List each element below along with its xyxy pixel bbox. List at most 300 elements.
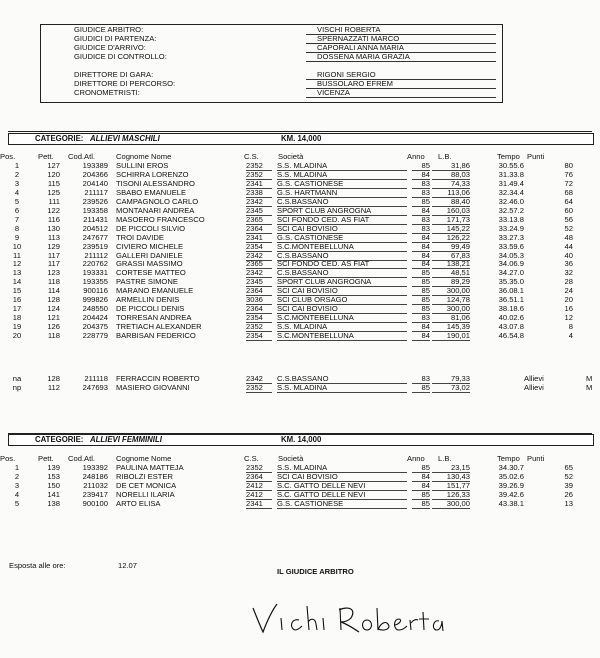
cell-cs: 2364: [246, 304, 272, 314]
cell-tempo: 33.24.9: [498, 223, 524, 233]
table-row: [0, 286, 600, 295]
cell-pett: 150: [47, 480, 60, 490]
table-row: [0, 383, 600, 392]
cell-name: MASOERO FRANCESCO: [116, 214, 205, 224]
cell-name: SULLINI EROS: [116, 161, 169, 170]
cell-name: GALLERI DANIELE: [116, 250, 183, 260]
cell-cs: 2354: [246, 313, 272, 323]
cell-pett: 111: [48, 196, 60, 206]
header-cs: C.S.: [244, 152, 259, 161]
cell-anno: 84: [412, 206, 430, 216]
cell-pos: 5: [14, 498, 20, 508]
cell-punti: 56: [564, 214, 573, 224]
cell-pett: 139: [47, 463, 60, 472]
cell-name: ARMELLIN DENIS: [116, 295, 180, 305]
cell-cs: 2342: [246, 268, 272, 278]
cell-anno: 85: [412, 295, 430, 305]
cell-cs: 2341: [246, 499, 272, 509]
cell-anno: 83: [412, 224, 430, 234]
cell-pos: 10: [12, 241, 22, 251]
cell-punti: 39: [564, 480, 573, 490]
cell-cs: 2365: [246, 215, 272, 225]
cell-pett: 113: [47, 232, 60, 242]
cell-soc: S.S. MLADINA: [277, 322, 407, 332]
cell-cod: 248186: [82, 471, 108, 481]
cell-anno: 85: [412, 277, 430, 287]
cell-lb: 81,06: [432, 313, 470, 323]
cell-lb: 126,22: [432, 233, 470, 243]
table-row: [0, 463, 600, 472]
cell-cs: 2352: [246, 383, 272, 393]
cell-pett: 122: [47, 205, 60, 215]
cell-cs: 2352: [246, 463, 272, 473]
cell-name: MARANO EMANUELE: [116, 286, 194, 296]
cell-pett: 124: [47, 304, 60, 314]
cell-lb: 79,33: [432, 374, 470, 384]
cell-cs: 2354: [246, 331, 272, 341]
cell-pos: 19: [12, 322, 22, 332]
cell-soc: SCI CAI BOVISIO: [277, 304, 407, 314]
official-value: SPERNAZZATI MARCO: [317, 34, 400, 43]
cell-tempo: 36.51.1: [498, 295, 524, 305]
cell-name: TROI DAVIDE: [116, 232, 164, 242]
cell-punti: 48: [564, 232, 573, 242]
cell-name: DE PICCOLI SILVIO: [116, 223, 186, 233]
cell-cs: 2352: [246, 322, 272, 332]
cell-soc: SCI FONDO CED. AS FIAT: [277, 259, 407, 269]
cell-tempo: 33.27.3: [498, 232, 524, 242]
cell-punti: 24: [564, 286, 573, 296]
cell-soc: G.S. HARTMANN: [277, 188, 407, 198]
cell-anno: 85: [412, 304, 430, 314]
header-pett: Pett.: [38, 454, 54, 463]
cell-pett: 127: [47, 161, 60, 170]
cell-cs: 3036: [246, 295, 272, 305]
cell-cs: 2345: [246, 206, 272, 216]
cell-anno: 83: [412, 215, 430, 225]
cell-lb: 145,39: [432, 322, 470, 332]
cell-soc: C.S.BASSANO: [277, 374, 407, 384]
category-km: KM. 14,000: [281, 134, 322, 143]
header-tempo: Tempo: [497, 152, 520, 161]
cell-punti: 68: [564, 187, 573, 197]
cell-pett: 118: [47, 331, 60, 341]
cell-pos: 11: [13, 250, 21, 260]
cell-code: Allievi: [524, 374, 544, 383]
cell-name: TORRESAN ANDREA: [116, 313, 192, 323]
official-value: CAPORALI ANNA MARIA: [317, 43, 404, 52]
official-label: CRONOMETRISTI:: [74, 88, 140, 97]
cell-tempo: 35.35.0: [498, 277, 524, 287]
cell-punti: 32: [564, 268, 573, 278]
table-row: [0, 322, 600, 331]
cell-letter: M: [586, 374, 593, 383]
cell-tempo: 35.02.6: [498, 471, 524, 481]
table-row: [0, 197, 600, 206]
cell-cs: 2364: [246, 286, 272, 296]
cell-soc: SCI CAI BOVISIO: [277, 472, 407, 482]
cell-punti: 65: [564, 463, 573, 472]
cell-soc: SCI CAI BOVISIO: [277, 224, 407, 234]
cell-anno: 83: [412, 313, 430, 323]
cell-soc: C.S.BASSANO: [277, 268, 407, 278]
cell-cod: 204375: [82, 322, 108, 332]
cell-cs: 2412: [246, 481, 272, 491]
cell-lb: 160,03: [432, 206, 470, 216]
cell-name: CORTESE MATTEO: [116, 268, 186, 278]
cell-punti: 26: [564, 489, 573, 499]
cell-name: CAMPAGNOLO CARLO: [116, 196, 199, 206]
table-row: [0, 374, 600, 383]
cell-soc: S.C.MONTEBELLUNA: [277, 242, 407, 252]
table-row: [0, 251, 600, 260]
cell-pett: 129: [47, 241, 60, 251]
cell-tempo: 34.05.3: [498, 250, 524, 260]
cell-cod: 204512: [82, 223, 108, 233]
cell-name: MONTANARI ANDREA: [116, 205, 195, 215]
official-label: DIRETTORE DI GARA:: [74, 70, 154, 79]
cell-cod: 204424: [82, 313, 108, 323]
cell-name: DE CET MONICA: [116, 480, 177, 490]
official-value: VISCHI ROBERTA: [317, 25, 381, 34]
cell-punti: 52: [564, 471, 573, 481]
header-soc: Società: [278, 152, 304, 161]
cell-soc: G.S. CASTIONESE: [277, 179, 407, 189]
cell-pett: 141: [47, 489, 60, 499]
cell-cod: 239519: [82, 241, 108, 251]
cell-tempo: 33.13.8: [498, 214, 524, 224]
cell-tempo: 33.59.6: [498, 241, 524, 251]
cell-pos: 1: [14, 161, 20, 170]
cell-tempo: 34.06.9: [498, 259, 524, 269]
cell-pett: 114: [47, 286, 60, 296]
cell-name: SCHIRRA LORENZO: [116, 169, 189, 179]
cell-cs: 2345: [246, 277, 272, 287]
official-label: GIUDICE DI CONTROLLO:: [74, 52, 167, 61]
category-bar-allievi-femminili: [8, 434, 594, 446]
cell-pos: np: [12, 383, 22, 392]
table-row: [0, 161, 600, 170]
cell-punti: 16: [564, 304, 573, 314]
cell-pett: 153: [47, 471, 60, 481]
cell-cod: 247677: [82, 232, 108, 242]
cell-anno: 84: [412, 251, 430, 261]
table-row: [0, 499, 600, 508]
table-row: [0, 472, 600, 481]
cell-pos: 14: [12, 277, 22, 287]
table-row: [0, 277, 600, 286]
cell-lb: 48,51: [432, 268, 470, 278]
header-name: Cognome Nome: [116, 454, 172, 463]
cell-cs: 2342: [246, 197, 272, 207]
cell-lb: 74,33: [432, 179, 470, 189]
official-value: DOSSENA MARIA GRAZIA: [317, 52, 410, 61]
cell-cod: 220762: [82, 259, 108, 269]
cell-punti: 20: [564, 295, 573, 305]
cell-tempo: 34.27.0: [498, 268, 524, 278]
cell-punti: 12: [564, 313, 573, 323]
cell-pett: 138: [47, 498, 60, 508]
cell-cs: 2364: [246, 472, 272, 482]
header-cod: Cod.Atl.: [68, 454, 96, 463]
cell-pos: 13: [12, 268, 22, 278]
cell-cs: 2365: [246, 259, 272, 269]
table-row: [0, 170, 600, 179]
cell-pos: 17: [12, 304, 22, 314]
cell-punti: 28: [564, 277, 573, 287]
cell-soc: S.C. GATTO DELLE NEVI: [277, 481, 407, 491]
cell-pos: 18: [12, 313, 22, 323]
cell-cs: 2342: [246, 374, 272, 384]
cell-anno: 84: [412, 481, 430, 491]
cell-lb: 130,43: [432, 472, 470, 482]
cell-anno: 85: [412, 499, 430, 509]
cell-anno: 85: [412, 161, 430, 171]
cell-name: ARTO ELISA: [116, 498, 161, 508]
cell-soc: C.S.BASSANO: [277, 197, 407, 207]
official-value: BUSSOLARO EFREM: [317, 79, 393, 88]
table-row: [0, 215, 600, 224]
cell-lb: 300,00: [432, 304, 470, 314]
table-row: [0, 206, 600, 215]
cell-name: PASTRE SIMONE: [116, 277, 178, 287]
cell-cod: 228779: [82, 331, 108, 341]
esposta-label: Esposta alle ore:: [9, 561, 66, 570]
cell-lb: 99,49: [432, 242, 470, 252]
table-row: [0, 490, 600, 499]
cell-lb: 88,03: [432, 170, 470, 180]
cell-punti: 64: [564, 196, 573, 206]
header-pos: Pos.: [0, 454, 16, 463]
category-name: ALLIEVI MASCHILI: [90, 134, 160, 143]
cell-name: DE PICCOLI DENIS: [116, 304, 185, 314]
cell-pett: 120: [47, 169, 60, 179]
cell-name: BARBISAN FEDERICO: [116, 331, 196, 341]
official-label: GIUDICI DI PARTENZA:: [74, 34, 157, 43]
cell-soc: S.S. MLADINA: [277, 170, 407, 180]
cell-name: MASIERO GIOVANNI: [116, 383, 190, 392]
cell-lb: 171,73: [432, 215, 470, 225]
cell-pos: 20: [12, 331, 22, 341]
header-anno: Anno: [407, 152, 425, 161]
cell-soc: SPORT CLUB ANGROGNA: [277, 206, 407, 216]
cell-anno: 85: [412, 268, 430, 278]
cell-name: TRETIACH ALEXANDER: [116, 322, 202, 332]
cell-pett: 117: [47, 250, 60, 260]
cell-pos: na: [12, 374, 22, 383]
cell-tempo: 34.30.7: [498, 463, 524, 472]
table-row: [0, 331, 600, 340]
table-row: [0, 313, 600, 322]
official-label: DIRETTORE DI PERCORSO:: [74, 79, 176, 88]
cell-punti: 72: [564, 178, 573, 188]
cell-code: Allievi: [524, 383, 544, 392]
cell-anno: 85: [412, 463, 430, 473]
cell-soc: S.S. MLADINA: [277, 463, 407, 473]
table-row: [0, 233, 600, 242]
cell-tempo: 32.57.2: [498, 205, 524, 215]
official-underline: [306, 97, 496, 98]
cell-punti: 44: [564, 241, 573, 251]
cell-soc: S.S. MLADINA: [277, 161, 407, 171]
cell-tempo: 31.33.8: [498, 169, 524, 179]
cell-anno: 84: [412, 472, 430, 482]
cell-anno: 83: [412, 179, 430, 189]
cell-tempo: 32.46.0: [498, 196, 524, 206]
cell-cod: 239526: [82, 196, 108, 206]
cell-pett: 115: [47, 178, 60, 188]
cell-tempo: 36.08.1: [498, 286, 524, 296]
cell-cs: 2342: [246, 251, 272, 261]
cell-pos: 9: [14, 232, 20, 242]
cell-cs: 2341: [246, 233, 272, 243]
cell-lb: 89,29: [432, 277, 470, 287]
cell-anno: 83: [412, 188, 430, 198]
category-label: CATEGORIE:: [35, 134, 84, 143]
cell-tempo: 43.38.1: [498, 498, 524, 508]
cell-cod: 211112: [84, 250, 108, 260]
cell-cs: 2352: [246, 161, 272, 171]
cell-lb: 138,21: [432, 259, 470, 269]
cell-punti: 52: [564, 223, 573, 233]
official-label: GIUDICE D'ARRIVO:: [74, 43, 146, 52]
official-label: GIUDICE ARBITRO:: [74, 25, 144, 34]
cell-soc: SPORT CLUB ANGROGNA: [277, 277, 407, 287]
cell-pos: 12: [12, 259, 22, 269]
cell-lb: 145,22: [432, 224, 470, 234]
header-cod: Cod.Atl.: [68, 152, 96, 161]
cell-cod: 248550: [82, 304, 108, 314]
official-value: VICENZA: [317, 88, 350, 97]
cell-anno: 84: [412, 233, 430, 243]
cell-cs: 2338: [246, 188, 272, 198]
cell-name: SBABO EMANUELE: [116, 187, 187, 197]
cell-cod: 247693: [82, 383, 108, 392]
cell-tempo: 31.49.4: [498, 178, 524, 188]
cell-soc: S.S. MLADINA: [277, 383, 407, 393]
cell-tempo: 32.34.4: [498, 187, 524, 197]
cell-lb: 300,00: [432, 499, 470, 509]
cell-cod: 211032: [83, 480, 108, 490]
table-row: [0, 481, 600, 490]
cell-pett: 125: [47, 187, 60, 197]
cell-punti: 40: [564, 250, 573, 260]
header-pett: Pett.: [38, 152, 54, 161]
cell-punti: 60: [564, 205, 573, 215]
header-lb: L.B.: [438, 454, 452, 463]
cell-pett: 117: [47, 259, 60, 269]
cell-soc: C.S.BASSANO: [277, 251, 407, 261]
cell-cod: 211117: [84, 187, 108, 197]
cell-pett: 128: [47, 374, 60, 383]
header-cs: C.S.: [244, 454, 259, 463]
table-row: [0, 242, 600, 251]
cell-anno: 84: [412, 170, 430, 180]
cell-anno: 85: [412, 383, 430, 393]
cell-name: GRASSI MASSIMO: [116, 259, 183, 269]
cell-pett: 130: [47, 223, 60, 233]
cell-soc: SCI FONDO CED. AS FIAT: [277, 215, 407, 225]
cell-lb: 67,83: [432, 251, 470, 261]
cell-punti: 80: [564, 161, 573, 170]
category-label: CATEGORIE:: [35, 435, 84, 444]
cell-letter: M: [586, 383, 593, 392]
table-row: [0, 268, 600, 277]
table-row: [0, 304, 600, 313]
category-name: ALLIEVI FEMMINILI: [90, 435, 162, 444]
cell-pett: 128: [47, 295, 60, 305]
cell-pos: 4: [14, 489, 20, 499]
cell-cs: 2354: [246, 242, 272, 252]
cell-pos: 1: [14, 463, 20, 472]
cell-name: RIBOLZI ESTER: [116, 471, 173, 481]
cell-punti: 8: [568, 322, 573, 332]
cell-lb: 151,77: [432, 481, 470, 491]
header-tempo: Tempo: [497, 454, 520, 463]
cell-punti: 76: [564, 169, 573, 179]
table-row: [0, 295, 600, 304]
cell-pett: 116: [47, 214, 60, 224]
cell-name: CIVIERO MICHELE: [116, 241, 184, 251]
table-row: [0, 188, 600, 197]
cell-anno: 85: [412, 490, 430, 500]
table-row: [0, 224, 600, 233]
cell-pett: 123: [47, 268, 60, 278]
cell-anno: 85: [412, 286, 430, 296]
cell-lb: 190,01: [432, 331, 470, 341]
header-pos: Pos.: [0, 152, 16, 161]
official-value: RIGONI SERGIO: [317, 70, 376, 79]
cell-tempo: 30.55.6: [498, 161, 524, 170]
cell-pett: 118: [47, 277, 60, 287]
cell-tempo: 39.42.6: [498, 489, 524, 499]
cell-anno: 83: [412, 374, 430, 384]
cell-tempo: 40.02.6: [498, 313, 524, 323]
officials-box: [40, 24, 503, 103]
cell-lb: 31,86: [432, 161, 470, 171]
cell-pos: 4: [14, 187, 20, 197]
cell-cod: 900100: [82, 498, 108, 508]
cell-cod: 211431: [83, 214, 108, 224]
cell-cod: 193331: [82, 268, 108, 278]
cell-anno: 84: [412, 242, 430, 252]
cell-name: FERRACCIN ROBERTO: [116, 374, 200, 383]
cell-pos: 3: [14, 178, 20, 188]
cell-anno: 84: [412, 259, 430, 269]
cell-name: NORELLI ILARIA: [116, 489, 175, 499]
cell-lb: 126,33: [432, 490, 470, 500]
cell-pos: 8: [14, 223, 20, 233]
table-header-2: [0, 454, 600, 463]
category-top-rule: [8, 131, 592, 132]
cell-pos: 2: [14, 471, 20, 481]
cell-pos: 16: [12, 295, 22, 305]
cell-pett: 126: [47, 322, 60, 332]
cell-soc: S.C.MONTEBELLUNA: [277, 313, 407, 323]
esposta-time: 12.07: [118, 561, 138, 570]
cell-punti: 4: [568, 331, 573, 341]
cell-pett: 112: [47, 383, 60, 392]
cell-lb: 113,06: [432, 188, 470, 198]
cell-cod: 211118: [84, 374, 108, 383]
cell-soc: G.S. CASTIONESE: [277, 499, 407, 509]
cell-name: PAULINA MATTEJA: [116, 463, 184, 472]
header-punti: Punti: [527, 454, 545, 463]
cell-tempo: 43.07.8: [498, 322, 524, 332]
table-row: [0, 259, 600, 268]
cell-pett: 121: [47, 313, 60, 323]
signature: [247, 600, 447, 640]
